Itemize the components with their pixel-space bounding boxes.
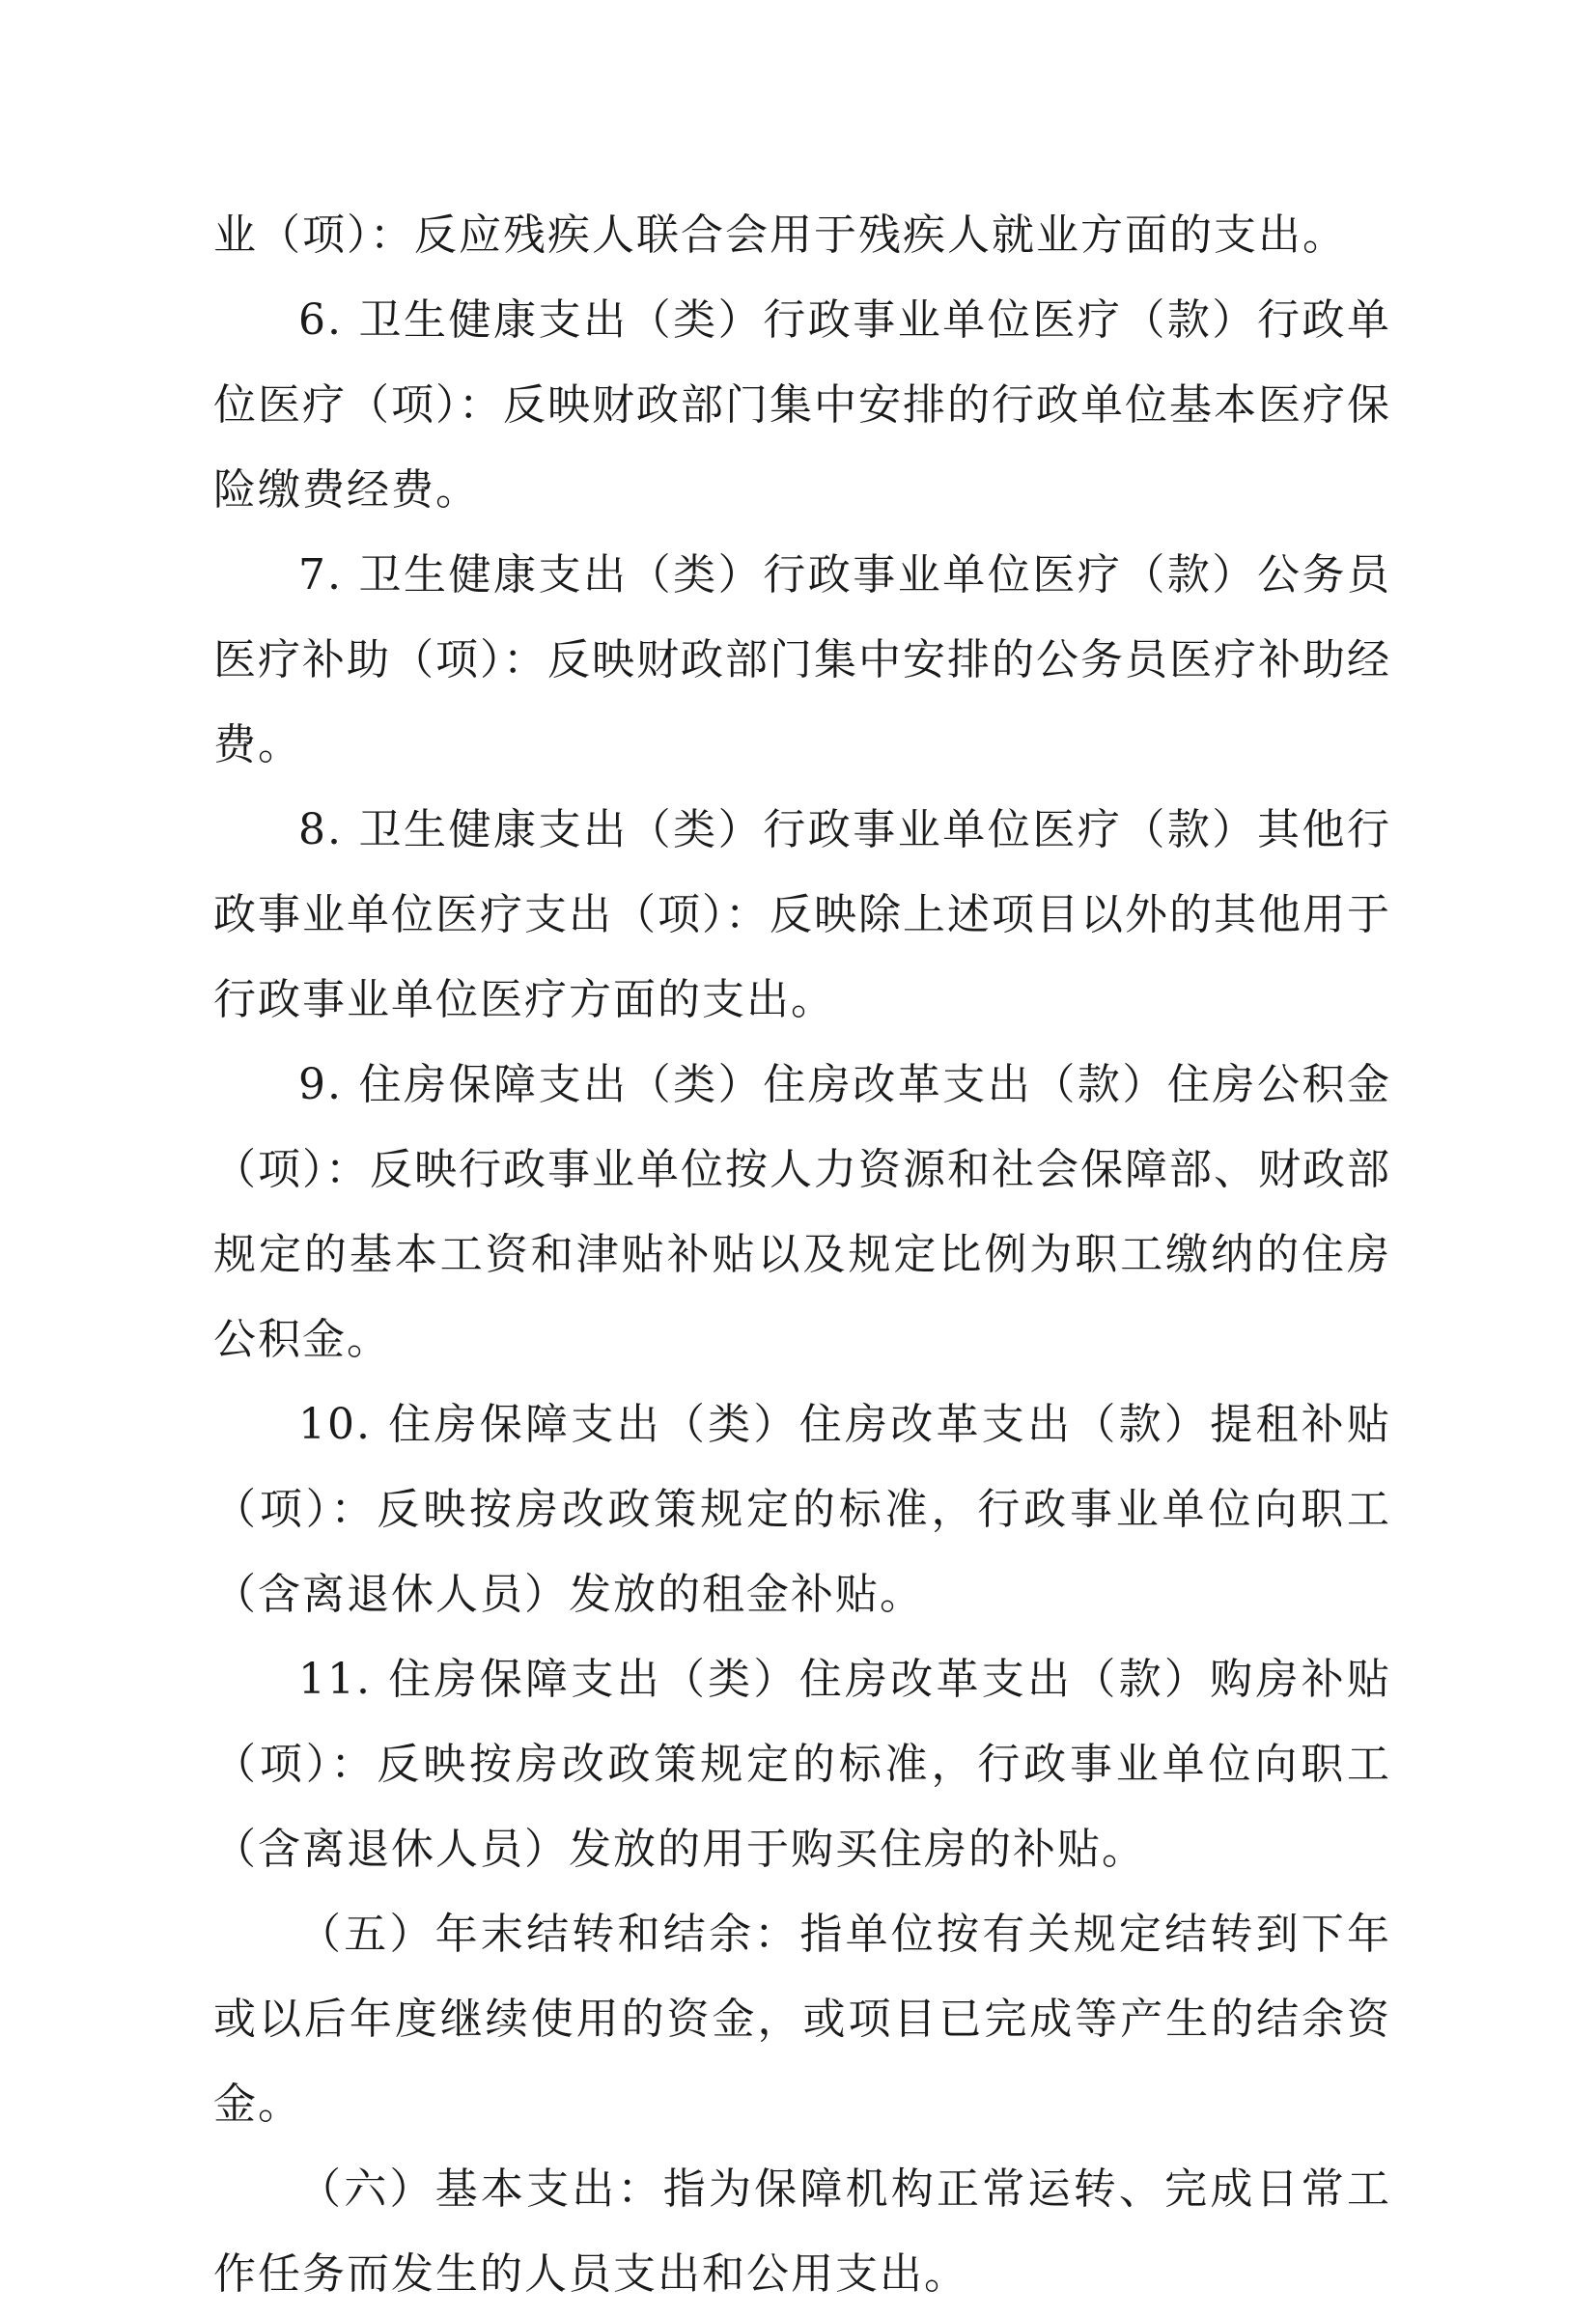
- paragraph-section-6: （六）基本支出：指为保障机构正常运转、完成日常工作任务而发生的人员支出和公用支出。: [213, 2164, 1391, 2299]
- document-body: [213, 193, 1391, 2317]
- paragraph-item-11: 11. 住房保障支出（类）住房改革支出（款）购房补贴（项）：反映按房改政策规定的标准，行政事业单位向职工（含离退休人员）发放的用于购买住房的补贴。: [213, 1655, 1391, 1874]
- paragraph-item-6: 6. 卫生健康支出（类）行政事业单位医疗（款）行政单位医疗（项）：反映财政部门集中安排的行政单位基本医疗保险缴费经费。: [213, 295, 1391, 515]
- paragraph-item-9: 9. 住房保障支出（类）住房改革支出（款）住房公积金（项）：反映行政事业单位按人力资源和社会保障部、财政部规定的基本工资和津贴补贴以及规定比例为职工缴纳的住房公积金。: [213, 1060, 1391, 1364]
- paragraph-item-10: 10. 住房保障支出（类）住房改革支出（款）提租补贴（项）：反映按房改政策规定的标准，行政事业单位向职工（含离退休人员）发放的租金补贴。: [213, 1400, 1391, 1619]
- paragraph-item-7: 7. 卫生健康支出（类）行政事业单位医疗（款）公务员医疗补助（项）：反映财政部门集中安排的公务员医疗补助经费。: [213, 550, 1391, 769]
- paragraph-item-8: 8. 卫生健康支出（类）行政事业单位医疗（款）其他行政事业单位医疗支出（项）：反映除上述项目以外的其他用于行政事业单位医疗方面的支出。: [213, 805, 1391, 1024]
- paragraph-continuation: 业（项）：反应残疾人联合会用于残疾人就业方面的支出。: [213, 210, 1347, 260]
- paragraph-section-5: （五）年末结转和结余：指单位按有关规定结转到下年或以后年度继续使用的资金，或项目已完成等产生的结余资金。: [213, 1910, 1391, 2129]
